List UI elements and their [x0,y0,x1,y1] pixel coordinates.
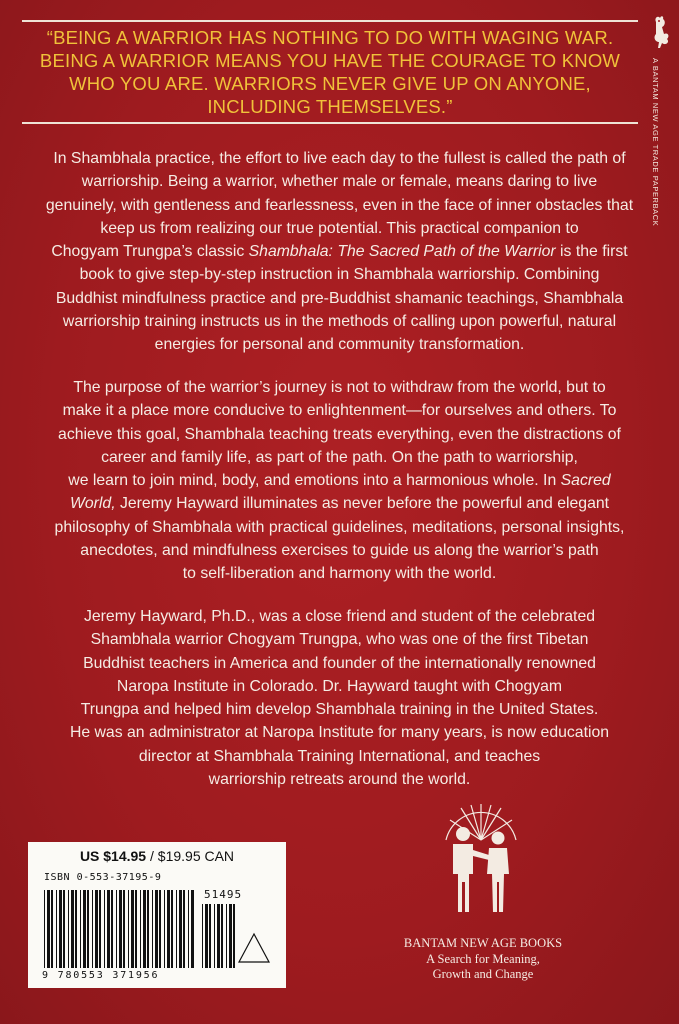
barcode-bar [143,890,146,968]
text-line: Jeremy Hayward, Ph.D., was a close friend and student of the celebrated [83,608,596,625]
barcode-bar [209,904,211,968]
barcode-bar [119,890,122,968]
publisher-tagline-2: Growth and Change [432,967,534,981]
barcode-bar [155,890,158,968]
spine-label: A BANTAM NEW AGE TRADE PAPERBACK [651,58,660,227]
quote-line-3: WHO YOU ARE. WARRIORS NEVER GIVE UP ON ANYONE, [69,73,591,94]
barcode-bar [104,890,105,968]
text-line: warriorship training instructs us in the methods of calling upon powerful, natural [62,313,617,331]
barcode-bar [188,890,189,968]
book-title: Shambhala: The Sacred Path of the Warrior [248,243,556,261]
text-line: achieve this goal, Shambhala teaching treats everything, even the distractions of [58,425,621,443]
barcode-bar [221,904,223,968]
price [28,848,286,864]
book-title: Sacred [560,472,611,490]
price-us: US $14.95 [79,848,147,864]
barcode-bar [159,890,161,968]
barcode-bar [191,890,194,968]
text-fragment: Chogyam Trungpa’s classic [51,243,249,261]
text-fragment: is the first [555,243,628,261]
text-line: anecdotes, and mindfulness exercises to guide us along the warrior’s path [80,542,599,560]
barcode-bar [205,904,208,968]
pull-quote [22,26,638,118]
description-paragraph-1 [22,147,657,357]
barcode-bar [95,890,98,968]
barcode-label [28,842,286,988]
text-line: The purpose of the warrior’s journey is not to withdraw from the world, but to [73,379,606,396]
barcode-bar [233,904,235,968]
top-rule [22,20,638,22]
text-line: genuinely, with gentleness and fearlessness, even in the face of inner obstacles that [45,196,634,214]
text-fragment: Jeremy Hayward illuminates as never before the powerful and elegant [115,495,610,513]
barcode-bar [179,890,182,968]
barcode-bar [217,904,220,968]
barcode-bar [92,890,93,968]
barcode-bar [214,904,215,968]
barcode-bar [87,890,89,968]
text-line: Trungpa and helped him develop Shambhala training in the United States. [80,701,599,719]
text-line: Shambhala warrior Chogyam Trungpa, who was one of the first Tibetan [90,631,589,649]
text-fragment: we learn to join mind, body, and emotions into a harmonious whole. In [68,472,561,490]
publisher-tagline-1: A Search for Meaning, [426,951,540,966]
barcode-bar [107,890,110,968]
quote-line-4: INCLUDING THEMSELVES.” [207,96,453,117]
barcode-bar [176,890,177,968]
text-line: warriorship retreats around the world. [208,771,471,789]
text-line: warriorship. Being a warrior, whether male or female, means daring to live [81,173,598,191]
barcode-bars [42,890,274,972]
barcode-bar [51,890,53,968]
text-line: Naropa Institute in Colorado. Dr. Hayward taught with Chogyam [116,677,563,695]
addon-number: 51495 [204,888,243,901]
rooster-logo-icon [650,12,672,52]
publisher-block [368,936,598,983]
barcode-bar [164,890,165,968]
text-line: He was an administrator at Naropa Institute for many years, is now education [69,724,610,742]
barcode-bar [226,904,227,968]
book-title: World, [69,495,116,513]
text-line: In Shambhala practice, the effort to live each day to the fullest is called the path of [53,150,626,167]
text-line: make it a place more conducive to enlightenment—for ourselves and others. To [62,402,617,420]
text-line: Buddhist mindfulness practice and pre-Buddhist shamanic teachings, Shambhala [55,289,624,307]
barcode-bar [68,890,69,968]
barcode-number: 9 780553 371956 [42,970,160,981]
text-line [22,240,657,263]
barcode-bar [135,890,137,968]
price-can: / $19.95 CAN [146,848,235,864]
barcode-bar [123,890,125,968]
triangle-icon [239,934,269,962]
barcode-bar [183,890,185,968]
barcode-bar [131,890,134,968]
text-line: Buddhist teachers in America and founder of the internationally renowned [83,654,596,672]
ean-bars [44,890,194,968]
text-line: director at Shambhala Training International, and teaches [138,747,541,765]
barcode-bar [171,890,173,968]
barcode-bar [111,890,113,968]
quote-line-1: “BEING A WARRIOR HAS NOTHING TO DO WITH WAGING WAR. [46,27,614,48]
barcode-bar [140,890,141,968]
barcode-bar [147,890,149,968]
quote-line-2: BEING A WARRIOR MEANS YOU HAVE THE COURAGE TO KNOW [39,50,621,71]
barcode-bar [44,890,45,968]
barcode-bar [229,904,232,968]
text-line [22,469,657,492]
barcode-bar [59,890,62,968]
isbn: ISBN 0-553-37195-9 [44,872,162,883]
quote-bottom-rule [22,122,638,124]
barcode-bar [116,890,117,968]
text-line: to self-liberation and harmony with the world. [182,565,497,583]
addon-bars [202,904,235,968]
text-line: keep us from realizing our true potential. This practical companion to [100,219,579,237]
barcode-bar [71,890,74,968]
barcode-bar [99,890,101,968]
bantam-new-age-logo-icon [436,800,526,916]
barcode-bar [63,890,65,968]
barcode-bar [47,890,50,968]
publisher-name: BANTAM NEW AGE BOOKS [403,936,563,950]
barcode-bar [83,890,86,968]
barcode-bar [80,890,81,968]
barcode-bar [75,890,77,968]
barcode-bar [167,890,170,968]
text-line: career and family life, as part of the path. On the path to warriorship, [101,448,578,466]
barcode-bar [56,890,57,968]
text-line: book to give step-by-step instruction in Shambhala warriorship. Combining [79,266,600,284]
author-bio-paragraph [22,605,657,791]
text-line [22,492,657,515]
barcode-bar [202,904,203,968]
text-line: energies for personal and community transformation. [154,336,525,354]
barcode-bar [152,890,153,968]
description-paragraph-2 [22,376,657,586]
barcode-bar [128,890,129,968]
text-line: philosophy of Shambhala with practical guidelines, meditations, personal insights, [54,518,625,536]
